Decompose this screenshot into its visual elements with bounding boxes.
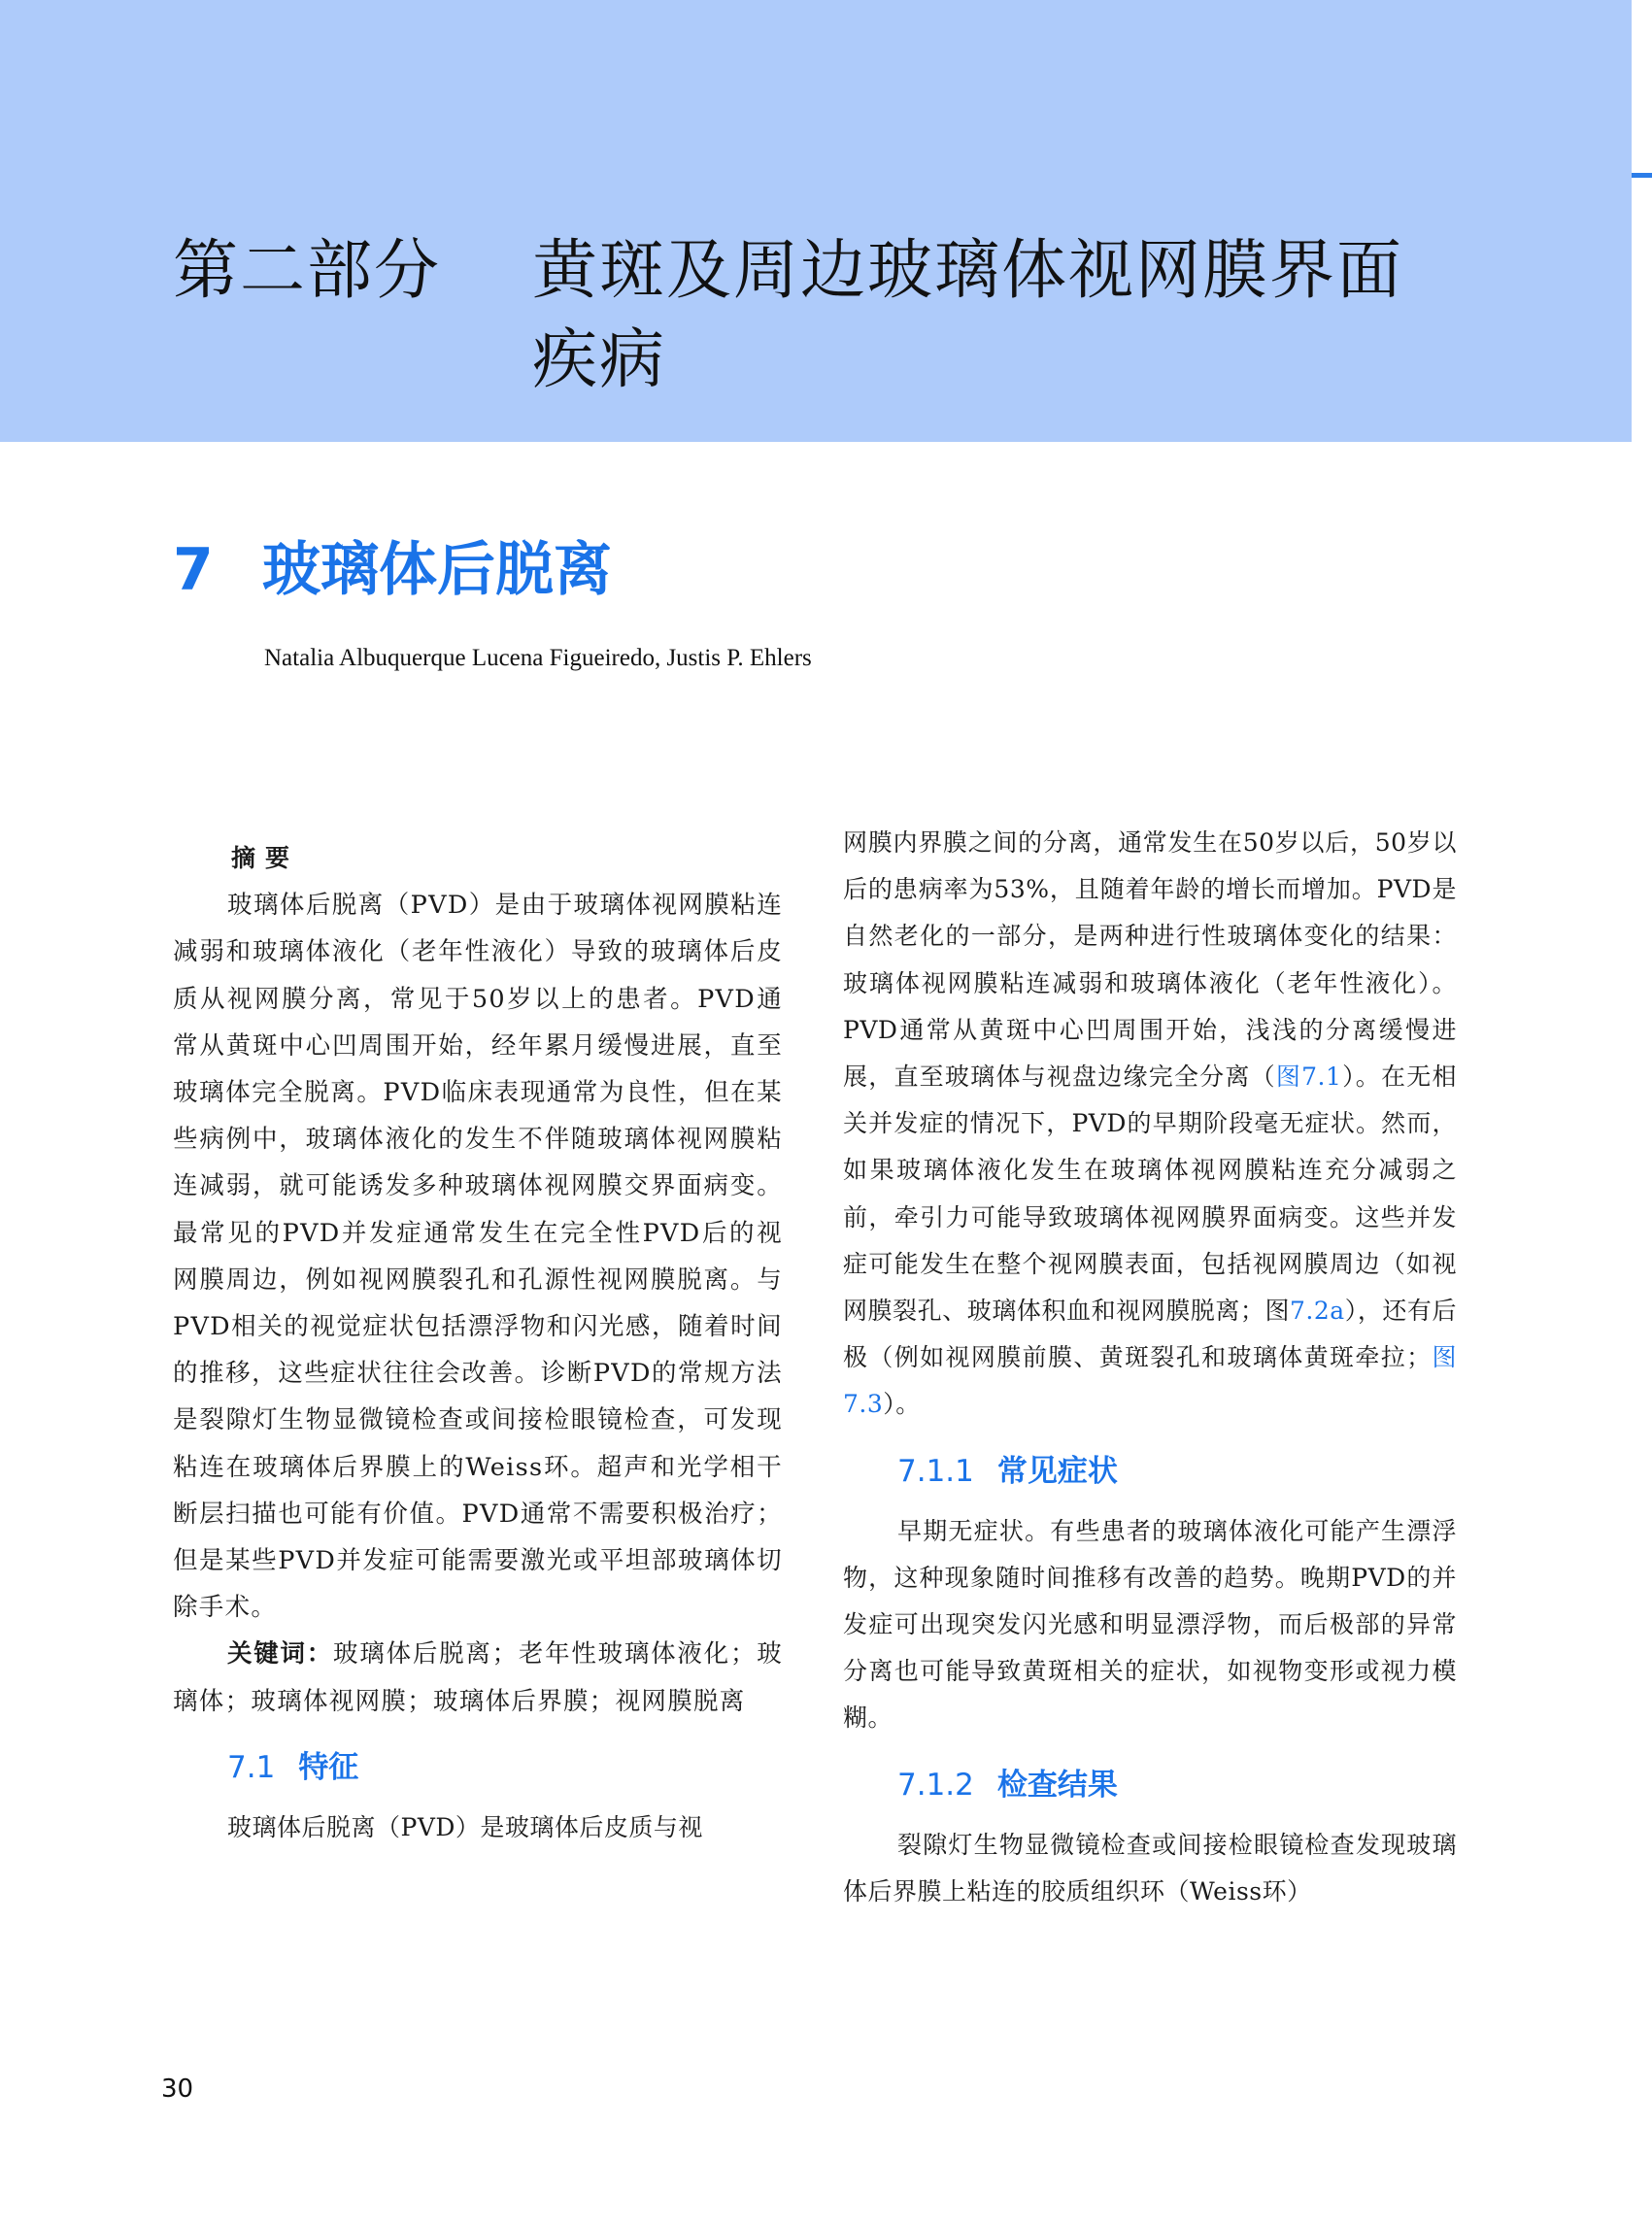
page-number: 30 (161, 2074, 194, 2104)
keywords-text: 玻璃体后脱离；老年性玻璃体液化；玻璃体；玻璃体视网膜；玻璃体后界膜；视网膜脱离 (173, 1639, 783, 1716)
section-7-1-1-heading (897, 1448, 1457, 1495)
keywords (173, 1631, 783, 1724)
abstract-body: 玻璃体后脱离（PVD）是由于玻璃体视网膜粘连减弱和玻璃体液化（老年性液化）导致的玻璃体后皮质从视网膜分离，常见于50岁以上的患者。PVD通常从黄斑中心凹周围开始，经年累月缓慢进展，直至玻璃体完全脱离。PVD临床表现通常为良性，但在某些病例中，玻璃体液化的发生不伴随玻璃体视网膜粘连减弱，就可能诱发多种玻璃体视网膜交界面病变。最常见的PVD并发症通常发生在完全性PVD后的视网膜周边，例如视网膜裂孔和孔源性视网膜脱离。与PVD相关的视觉症状包括漂浮物和闪光感，随着时间的推移，这些症状往往会改善。诊断PVD的常规方法是裂隙灯生物显微镜检查或间接检眼镜检查，可发现粘连在玻璃体后界膜上的Weiss环。超声和光学相干断层扫描也可能有价值。PVD通常不需要积极治疗；但是某些PVD并发症可能需要激光或平坦部玻璃体切除手术。 (173, 891, 783, 1623)
chapter-title: 玻璃体后脱离 (262, 536, 612, 604)
abstract-heading: 摘要 (231, 844, 300, 872)
section-7-1-heading (227, 1744, 783, 1791)
para-right-part3: ），还有后极（例如视网膜前膜、黄斑裂孔和玻璃体黄斑牵拉； (843, 1297, 1457, 1372)
section-7-1-title: 特征 (298, 1749, 359, 1785)
keywords-label: 关键词： (227, 1639, 334, 1670)
left-column (173, 835, 783, 1851)
section-7-1-1-number: 7.1.1 (897, 1453, 974, 1489)
section-7-1-2-title: 检查结果 (996, 1767, 1118, 1803)
part-banner (0, 0, 1632, 442)
section-7-1-number: 7.1 (227, 1749, 276, 1785)
edge-tab-marker (1632, 173, 1652, 178)
figure-7-1-link[interactable]: 图7.1 (1275, 1062, 1342, 1092)
authors: Natalia Albuquerque Lucena Figueiredo, Justis P. Ehlers (264, 645, 812, 671)
para-right-part4: ）。 (883, 1390, 921, 1419)
figure-7-3-link[interactable]: 图7.3 (843, 1343, 1457, 1419)
right-column (843, 820, 1457, 1915)
section-7-1-1-body: 早期无症状。有些患者的玻璃体液化可能产生漂浮物，这种现象随时间推移有改善的趋势。晚期PVD的并发症可出现突发闪光感和明显漂浮物，而后极部的异常分离也可能导致黄斑相关的症状，如视物变形或视力模糊。 (843, 1516, 1457, 1733)
part-label: 第二部分 (173, 232, 441, 308)
figure-7-2a-link[interactable]: 7.2a (1290, 1297, 1345, 1326)
section-7-1-2-heading (897, 1762, 1457, 1808)
section-7-1-2-number: 7.1.2 (897, 1767, 974, 1803)
chapter-number: 7 (173, 536, 214, 604)
para-right-part2: ）。在无相关并发症的情况下，PVD的早期阶段毫无症状。然而，如果玻璃体液化发生在玻璃体视网膜粘连充分减弱之前，牵引力可能导致玻璃体视网膜界面病变。这些并发症可能发生在整个视网膜表面，包括视网膜周边（如视网膜裂孔、玻璃体积血和视网膜脱离；图 (843, 1062, 1457, 1326)
section-7-1-para-right (843, 820, 1457, 1429)
part-title-line2: 疾病 (532, 321, 666, 397)
section-7-1-2-body: 裂隙灯生物显微镜检查或间接检眼镜检查发现玻璃体后界膜上粘连的胶质组织环（Weiss环） (843, 1830, 1457, 1906)
part-title-line1: 黄斑及周边玻璃体视网膜界面 (532, 232, 1403, 308)
part-title (173, 225, 1403, 404)
section-7-1-1-title: 常见症状 (996, 1453, 1118, 1489)
para-right-part1: 网膜内界膜之间的分离，通常发生在50岁以后，50岁以后的患病率为53%，且随着年龄的增长而增加。PVD是自然老化的一部分，是两种进行性玻璃体变化的结果：玻璃体视网膜粘连减弱和玻璃体液化（老年性液化）。PVD通常从黄斑中心凹周围开始，浅浅的分离缓慢进展，直至玻璃体与视盘边缘完全分离（ (843, 828, 1457, 1092)
chapter-heading (173, 532, 612, 608)
section-7-1-para-left: 玻璃体后脱离（PVD）是玻璃体后皮质与视 (227, 1812, 703, 1841)
